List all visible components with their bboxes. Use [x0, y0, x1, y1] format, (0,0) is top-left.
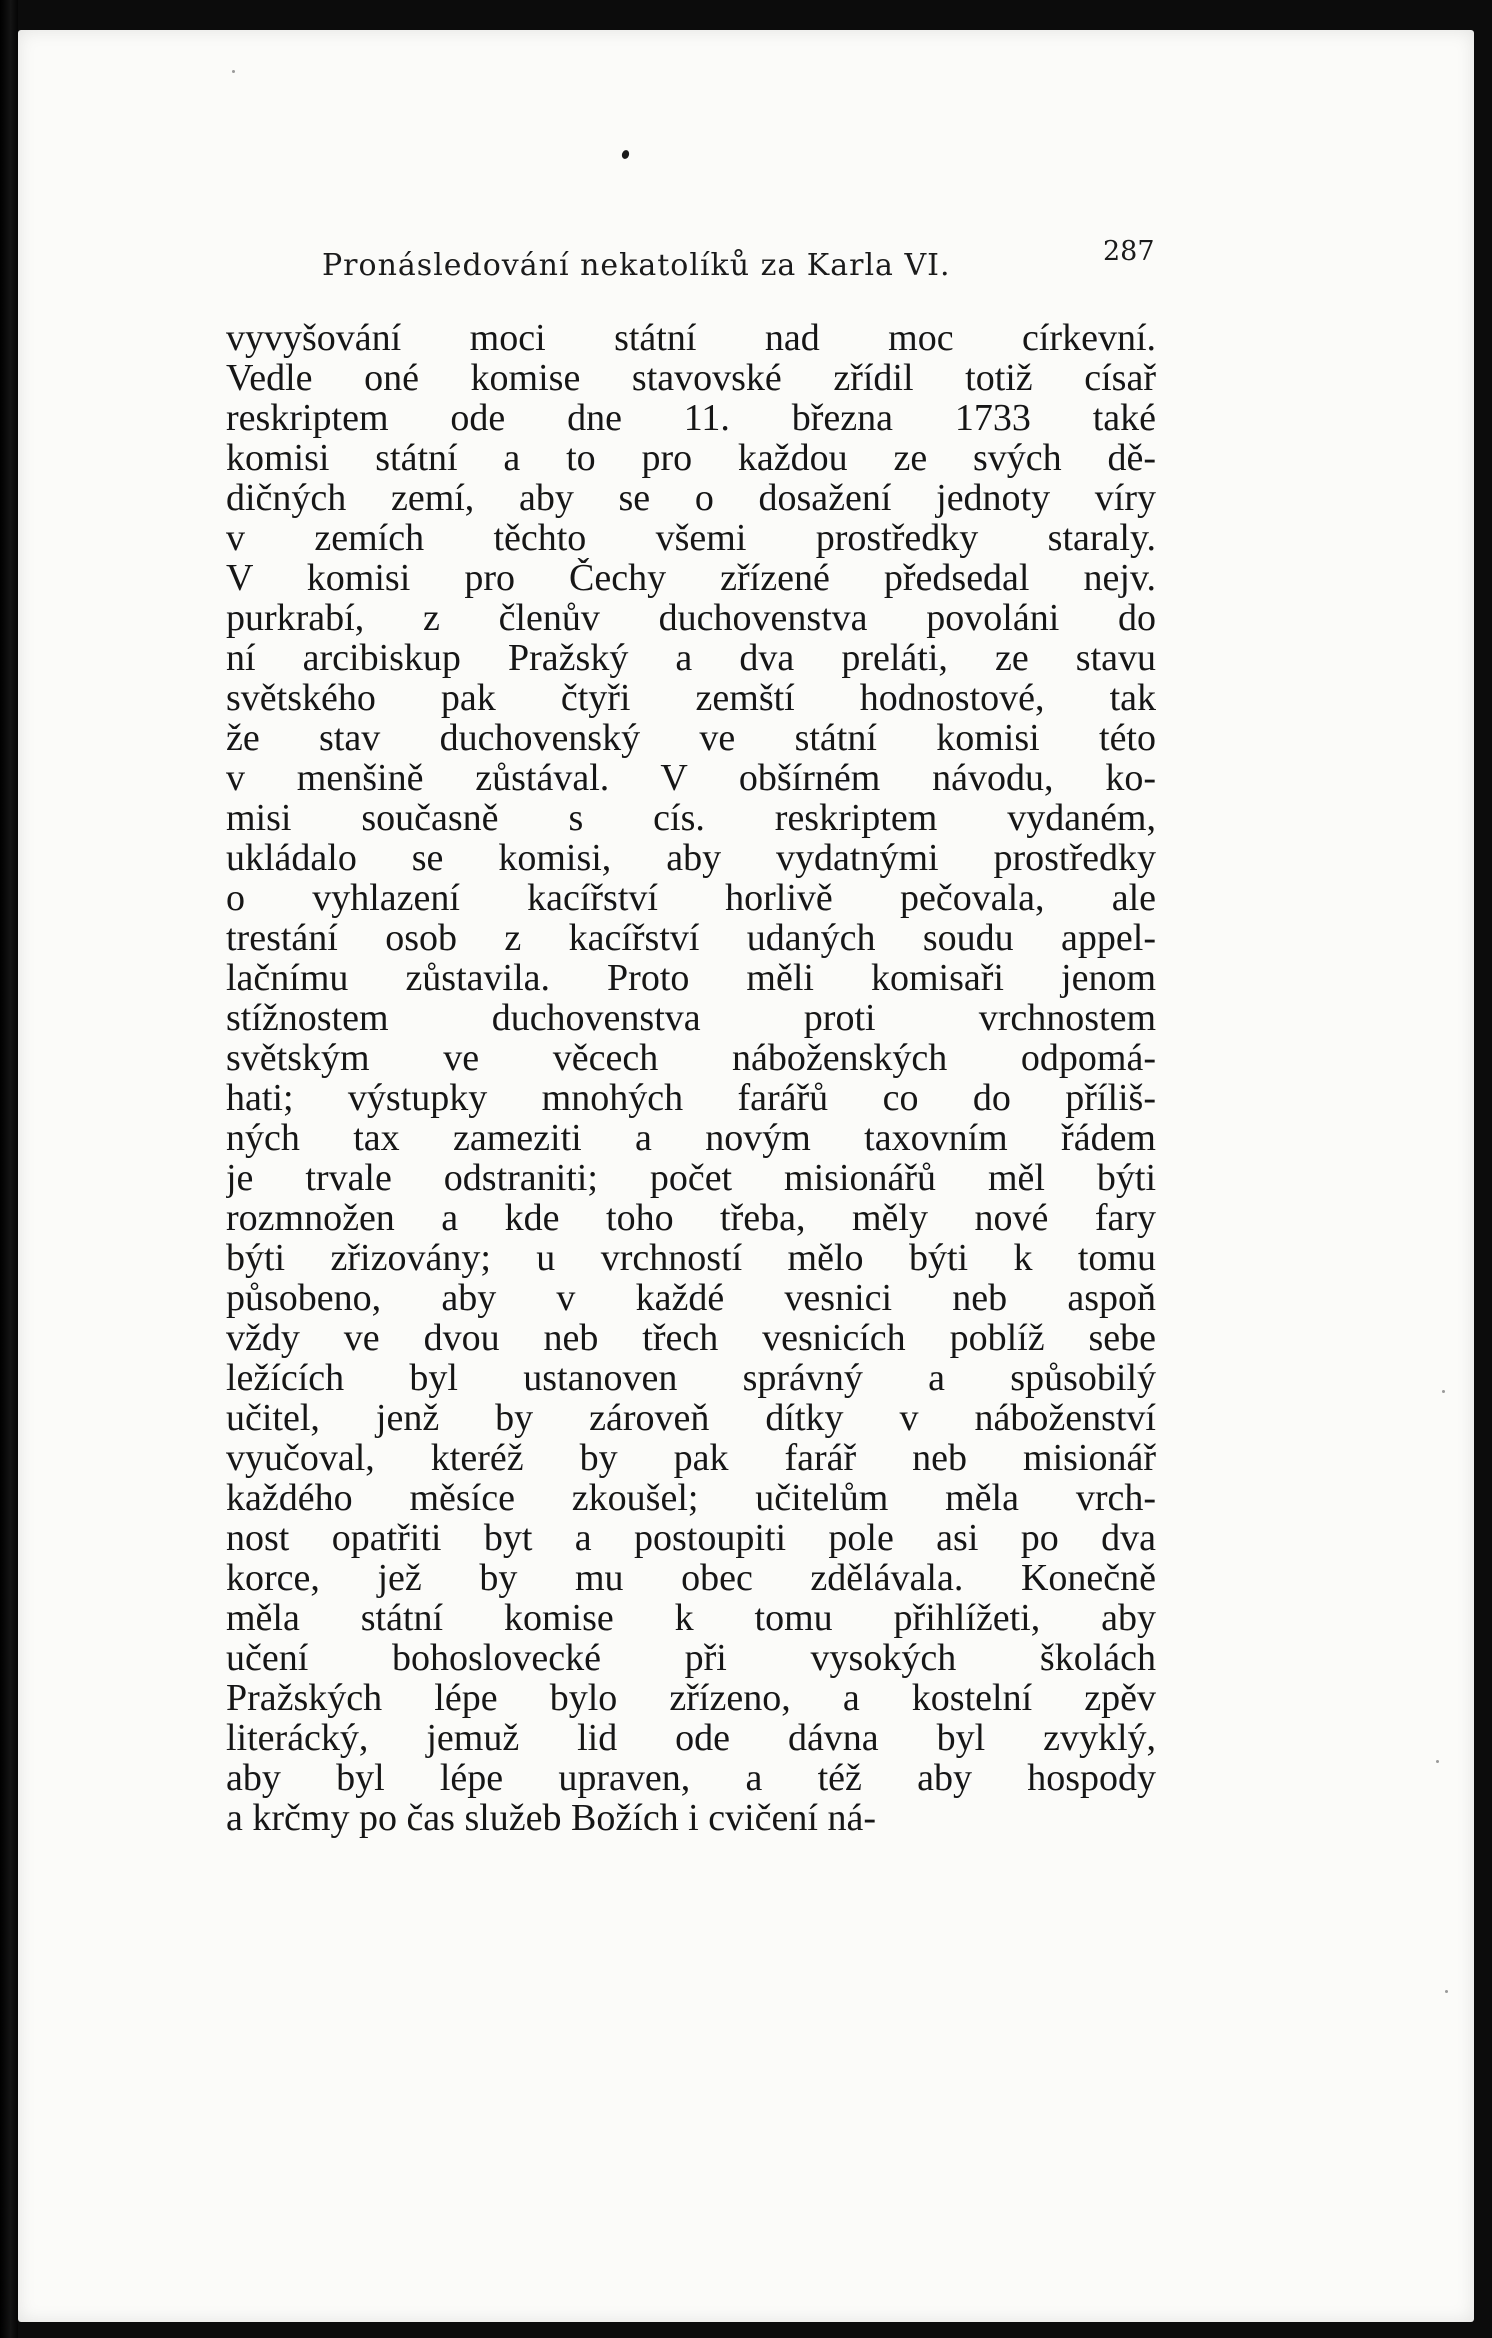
text-line: ných tax zameziti a novým taxovním řádem	[226, 1118, 1156, 1158]
text-line: korce, jež by mu obec zdělávala. Konečně	[226, 1558, 1156, 1598]
text-line: rozmnožen a kde toho třeba, měly nové fary	[226, 1198, 1156, 1238]
text-line: učení bohoslovecké při vysokých školách	[226, 1638, 1156, 1678]
text-line: trestání osob z kacířství udaných soudu appel-	[226, 918, 1156, 958]
page-number: 287	[1103, 236, 1155, 267]
text-line: Pražských lépe bylo zřízeno, a kostelní zpěv	[226, 1678, 1156, 1718]
text-line: je trvale odstraniti; počet misionářů měl býti	[226, 1158, 1156, 1198]
running-title: Pronásledování nekatolíků za Karla VI.	[322, 248, 951, 283]
text-line: literácký, jemuž lid ode dávna byl zvyklý,	[226, 1718, 1156, 1758]
text-line: hati; výstupky mnohých farářů co do příliš-	[226, 1078, 1156, 1118]
text-line: vždy ve dvou neb třech vesnicích poblíž sebe	[226, 1318, 1156, 1358]
paper-speck	[232, 70, 235, 73]
text-line: aby byl lépe upraven, a též aby hospody	[226, 1758, 1156, 1798]
text-line: působeno, aby v každé vesnici neb aspoň	[226, 1278, 1156, 1318]
text-line: v menšině zůstával. V obšírném návodu, ko-	[226, 758, 1156, 798]
text-line: vyučoval, kteréž by pak farář neb misionář	[226, 1438, 1156, 1478]
text-line: vyvyšování moci státní nad moc církevní.	[226, 318, 1156, 358]
text-line: ní arcibiskup Pražský a dva preláti, ze stavu	[226, 638, 1156, 678]
text-line: V komisi pro Čechy zřízené předsedal nejv.	[226, 558, 1156, 598]
text-line: v zemích těchto všemi prostředky staraly.	[226, 518, 1156, 558]
text-line: světským ve věcech náboženských odpomá-	[226, 1038, 1156, 1078]
text-line: o vyhlazení kacířství horlivě pečovala, ale	[226, 878, 1156, 918]
text-line: purkrabí, z členův duchovenstva povoláni do	[226, 598, 1156, 638]
text-line: stížnostem duchovenstva proti vrchnostem	[226, 998, 1156, 1038]
paper-speck	[1445, 1990, 1448, 1993]
text-line: reskriptem ode dne 11. března 1733 také	[226, 398, 1156, 438]
text-line: dičných zemí, aby se o dosažení jednoty víry	[226, 478, 1156, 518]
text-line: misi současně s cís. reskriptem vydaném,	[226, 798, 1156, 838]
text-line: světského pak čtyři zemští hodnostové, tak	[226, 678, 1156, 718]
text-line: komisi státní a to pro každou ze svých dě-	[226, 438, 1156, 478]
text-line: ukládalo se komisi, aby vydatnými prostředky	[226, 838, 1156, 878]
text-line: ležících byl ustanoven správný a spůsobilý	[226, 1358, 1156, 1398]
text-line: býti zřizovány; u vrchností mělo býti k tomu	[226, 1238, 1156, 1278]
text-line: a krčmy po čas služeb Božích i cvičení ná-	[226, 1798, 876, 1838]
text-line: učitel, jenž by zároveň dítky v náboženství	[226, 1398, 1156, 1438]
text-line: lačnímu zůstavila. Proto měli komisaři jenom	[226, 958, 1156, 998]
text-line: každého měsíce zkoušel; učitelům měla vrch-	[226, 1478, 1156, 1518]
text-line: měla státní komise k tomu přihlížeti, aby	[226, 1598, 1156, 1638]
paper-speck	[1442, 1390, 1445, 1393]
scan-left-edge	[0, 0, 18, 2338]
text-line: nost opatřiti byt a postoupiti pole asi po dva	[226, 1518, 1156, 1558]
paper-speck	[1436, 1760, 1439, 1763]
text-line: Vedle oné komise stavovské zřídil totiž císař	[226, 358, 1156, 398]
text-line: že stav duchovenský ve státní komisi této	[226, 718, 1156, 758]
body-text	[226, 318, 1156, 1838]
